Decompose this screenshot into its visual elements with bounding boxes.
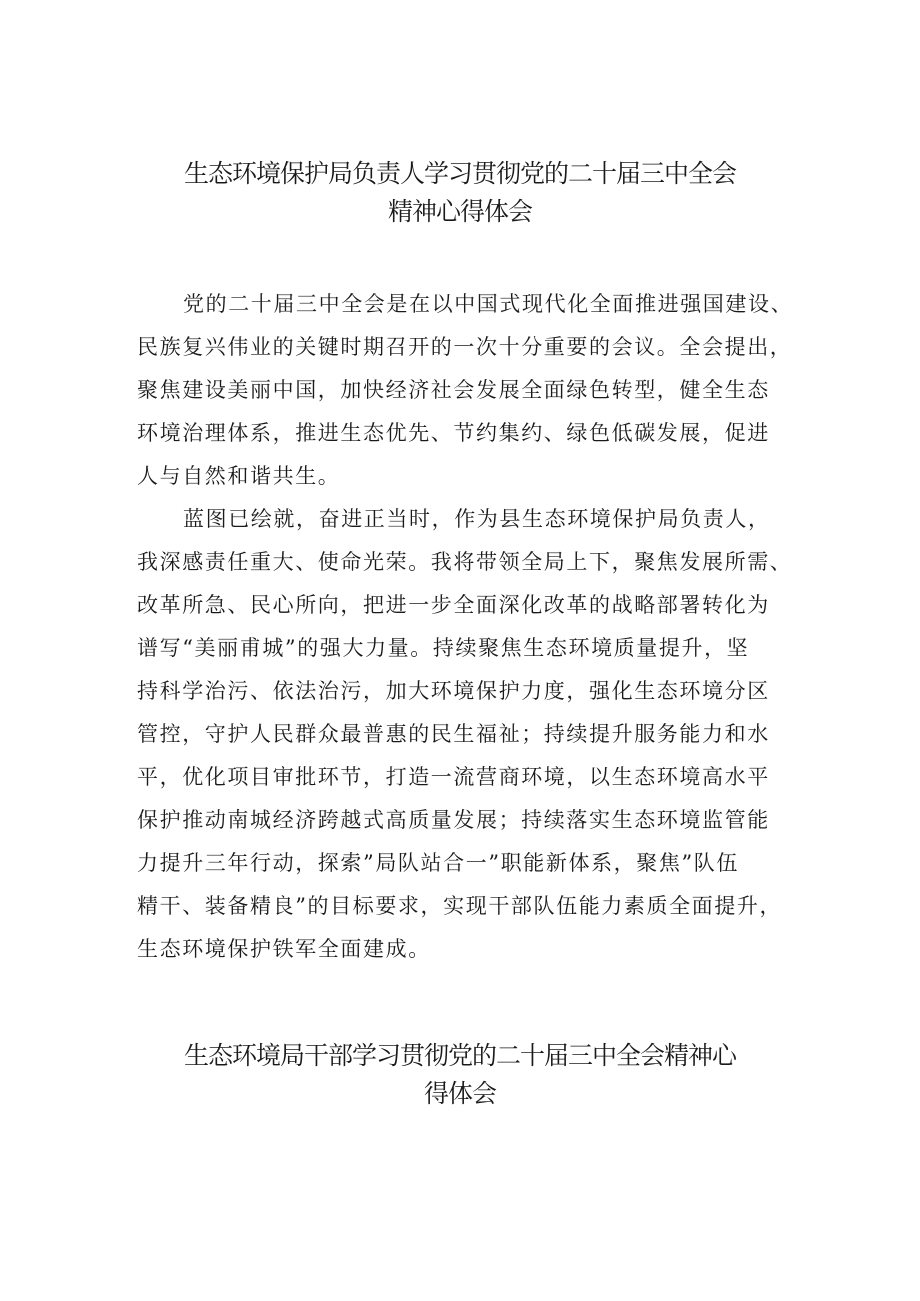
paragraph-1	[137, 283, 797, 498]
paragraph-line: 力提升三年行动，探索”局队站合一”职能新体系，聚焦”队伍	[137, 851, 740, 875]
title-line: 精神心得体会	[387, 197, 532, 226]
title-line: 生态环境保护局负责人学习贯彻党的二十届三中全会	[183, 159, 736, 188]
paragraph-line: 保护推动南城经济跨越式高质量发展；持续落实生态环境监管能	[137, 808, 770, 832]
title-line: 生态环境局干部学习贯彻党的二十届三中全会精神心	[183, 1041, 736, 1070]
title-line: 得体会	[423, 1079, 496, 1108]
document-title-1	[0, 155, 920, 231]
paragraph-line: 环境治理体系，推进生态优先、节约集约、绿色低碳发展，促进	[137, 421, 770, 445]
paragraph-line: 精干、装备精良”的目标要求，实现干部队伍能力素质全面提升，	[137, 894, 783, 918]
paragraph-line: 民族复兴伟业的关键时期召开的一次十分重要的会议。全会提出，	[137, 335, 793, 359]
paragraph-2	[137, 498, 797, 971]
paragraph-line: 改革所急、民心所向，把进一步全面深化改革的战略部署转化为	[137, 593, 770, 617]
paragraph-line: 蓝图已绘就，奋进正当时，作为县生态环境保护局负责人，	[183, 507, 771, 531]
paragraph-line: 聚焦建设美丽中国，加快经济社会发展全面绿色转型，健全生态	[137, 378, 770, 402]
paragraph-line: 管控，守护人民群众最普惠的民生福祉；持续提升服务能力和水	[137, 722, 770, 746]
paragraph-line: 持科学治污、依法治污，加大环境保护力度，强化生态环境分区	[137, 679, 770, 703]
paragraph-line: 我深感责任重大、使命光荣。我将带领全局上下，聚焦发展所需、	[137, 550, 793, 574]
paragraph-line: 谱写“美丽甫城”的强大力量。持续聚焦生态环境质量提升，坚	[137, 636, 750, 660]
paragraph-line: 平，优化项目审批环节，打造一流营商环境，以生态环境高水平	[137, 765, 770, 789]
paragraph-line: 生态环境保护铁军全面建成。	[137, 937, 431, 961]
document-title-2	[0, 1037, 920, 1113]
paragraph-line: 人与自然和谐共生。	[137, 464, 341, 488]
paragraph-line: 党的二十届三中全会是在以中国式现代化全面推进强国建设、	[183, 292, 794, 316]
